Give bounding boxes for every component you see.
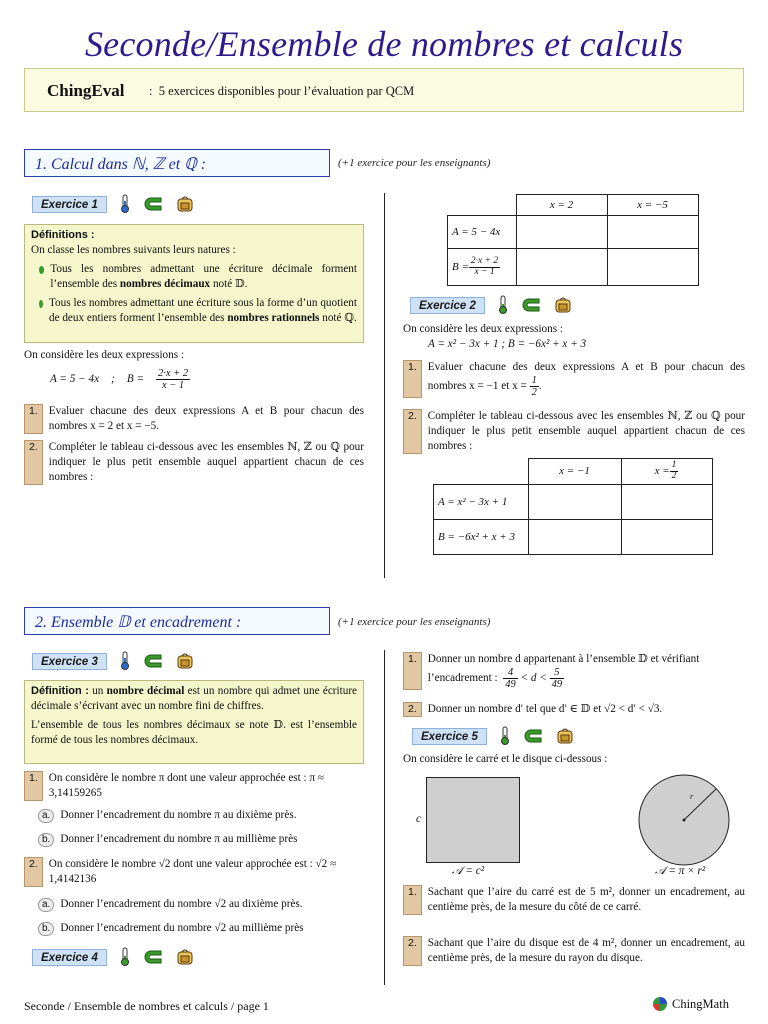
- question-number: 1.: [403, 360, 422, 398]
- ex1-expressions: [50, 368, 190, 391]
- table-cell[interactable]: [516, 216, 607, 249]
- question-text: Sachant que l’aire du carré est de 5 m², donner un encadrement, au centième près, de la mesure du côté de ce carré.: [427, 886, 745, 914]
- magnet-icon: [143, 653, 163, 669]
- question-text: Sachant que l’aire du disque est de 4 m², donner un encadrement, au centième près, de la mesure du rayon du disque.: [427, 937, 745, 965]
- ex1-expr-a: A = 5 − 4x: [50, 372, 100, 385]
- fraction-numerator: 2·x + 2: [158, 368, 189, 379]
- ex5-question-1: [403, 885, 745, 915]
- table-cell[interactable]: [621, 519, 712, 554]
- ex4-question-1: [403, 652, 745, 690]
- fraction-1: [503, 667, 518, 690]
- fraction-denominator: 2: [531, 387, 537, 399]
- question-text: Donner un nombre d′ tel que d′ ∈ 𝔻 et √2 < d′ < √3.: [427, 703, 663, 715]
- bullet-icon: [39, 266, 44, 274]
- subquestion-letter: b.: [38, 922, 54, 936]
- subquestion-letter: b.: [38, 833, 54, 847]
- bullet1-text-a: Tous les nombres admettant une écriture décimale forment l’ensemble des: [50, 262, 357, 291]
- section-1-title: 1. Calcul dans ℕ, ℤ et ℚ :: [24, 149, 330, 177]
- fraction-denominator: 49: [551, 679, 563, 691]
- definition-title: Définition :: [31, 685, 89, 697]
- table-cell[interactable]: [528, 484, 621, 519]
- exercise-5-label[interactable]: Exercice 5: [412, 728, 487, 745]
- row-fraction: [469, 257, 500, 278]
- thermometer-icon: [119, 947, 131, 967]
- table-col-header: x = −1: [528, 459, 621, 485]
- question-number: 2.: [24, 857, 43, 887]
- ex2-question-2: [403, 409, 745, 454]
- table-cell[interactable]: [528, 519, 621, 554]
- fraction-2: [550, 667, 565, 690]
- magnet-icon: [143, 949, 163, 965]
- table-col-header: x = −5: [607, 195, 698, 216]
- question-number: 1.: [24, 771, 43, 801]
- question-number: 2.: [403, 936, 422, 966]
- column-divider-1: [384, 193, 385, 578]
- ex4-question-2: [403, 702, 745, 717]
- exercise-4-label[interactable]: Exercice 4: [32, 949, 107, 966]
- question-number: 1.: [24, 404, 43, 434]
- thermometer-icon: [119, 651, 131, 671]
- bullet2-text-c: noté ℚ.: [319, 312, 357, 325]
- definition-bullet-rational: [31, 296, 357, 326]
- bullet-icon: [39, 300, 43, 308]
- exercise-3-header: [32, 651, 195, 671]
- banner-text: : 5 exercices disponibles pour l’évaluation par QCM: [149, 84, 415, 98]
- table-row-header: A = 5 − 4x: [448, 216, 517, 249]
- question-text: [428, 652, 745, 690]
- disk-radius-label: r: [690, 792, 694, 801]
- section-2-note: (+1 exercice pour les enseignants): [338, 616, 491, 628]
- square-figure: [426, 777, 520, 863]
- footer-text: Seconde / Ensemble de nombres et calculs / page 1: [24, 999, 269, 1013]
- question-number: 2.: [403, 409, 422, 454]
- table-cell[interactable]: [607, 216, 698, 249]
- bullet1-text-c: noté 𝔻.: [210, 278, 248, 291]
- fraction-denominator: x − 1: [474, 266, 495, 277]
- question-number: 2.: [403, 702, 422, 717]
- definition-bullet-decimal: [31, 262, 357, 292]
- ex3-question-1: [24, 771, 364, 801]
- footer-brand-name: ChingMath: [672, 997, 729, 1011]
- magnet-icon: [143, 196, 163, 212]
- exercise-2-label[interactable]: Exercice 2: [410, 297, 485, 314]
- question-number: 1.: [403, 885, 422, 915]
- ex3-question-2: [24, 857, 364, 887]
- subquestion-letter: a.: [38, 809, 54, 823]
- inequality-middle: < d <: [517, 672, 550, 685]
- ex5-consider: On considère le carré et le disque ci-dessous :: [403, 753, 608, 765]
- backpack-icon: [175, 652, 195, 670]
- magnet-icon: [523, 728, 543, 744]
- question-text: On considère le nombre π dont une valeur approchée est : π ≈ 3,14159265: [48, 772, 325, 800]
- subquestion-text: Donner l’encadrement du nombre π au millième près: [60, 833, 298, 845]
- fraction-denominator: 2: [671, 470, 677, 481]
- definition-box-decimal: [24, 680, 364, 764]
- ex3-question-2b: [38, 921, 364, 936]
- ex2-expressions: A = x² − 3x + 1 ; B = −6x² + x + 3: [428, 338, 587, 350]
- ex1-question-1: [24, 404, 364, 434]
- table-col-header: x = 2: [516, 195, 607, 216]
- fraction-denominator: x − 1: [161, 380, 185, 392]
- backpack-icon: [175, 195, 195, 213]
- fraction-numerator: 1: [671, 460, 677, 470]
- backpack-icon: [555, 727, 575, 745]
- page-title: Seconde/Ensemble de nombres et calculs: [84, 24, 684, 64]
- col-lhs: x =: [654, 465, 670, 477]
- banner-brand[interactable]: ChingEval: [47, 81, 125, 100]
- exercise-4-header: [32, 947, 195, 967]
- exercise-5-header: [412, 726, 575, 746]
- ex3-question-1a: [38, 808, 364, 823]
- bullet1-text-b: nombres décimaux: [119, 278, 211, 291]
- fraction-numerator: 1: [531, 375, 537, 387]
- bullet2-text-a: Tous les nombres admettant une écriture sous la forme d’un quotient de deux entiers forment l’ensemble des: [48, 297, 357, 325]
- square-side-label: c: [416, 813, 421, 825]
- definition-text-a: un: [88, 685, 107, 697]
- fraction-numerator: 4: [503, 667, 518, 679]
- thermometer-icon: [497, 295, 509, 315]
- table-cell[interactable]: [607, 249, 698, 286]
- ex1-expr-b-lhs: B =: [126, 372, 144, 385]
- definition-set: L’ensemble de tous les nombres décimaux se note 𝔻. est l’ensemble formé de tous les nombres décimaux.: [31, 719, 357, 747]
- exercise-3-label[interactable]: Exercice 3: [32, 653, 107, 670]
- table-row-header: [448, 249, 517, 286]
- question-number: 2.: [24, 440, 43, 485]
- backpack-icon: [553, 296, 573, 314]
- table-corner: [434, 459, 529, 485]
- fraction-numerator: 2·x + 2: [470, 255, 499, 266]
- definitions-title: Définitions :: [31, 229, 95, 241]
- table-cell[interactable]: [621, 484, 712, 519]
- ex5-question-2: [403, 936, 745, 966]
- ex1-expr-b-fraction: [156, 368, 190, 391]
- disk-area-caption: 𝒜 = π × r²: [655, 865, 706, 877]
- disk-figure: [636, 772, 732, 868]
- col-fraction: [670, 461, 679, 482]
- fraction-denominator: 49: [505, 679, 516, 691]
- ex1-consider: On considère les deux expressions :: [24, 349, 185, 361]
- subquestion-letter: a.: [38, 898, 54, 912]
- section-1-note: (+1 exercice pour les enseignants): [338, 157, 491, 169]
- section-2-title: 2. Ensemble 𝔻 et encadrement :: [24, 607, 330, 635]
- subquestion-text: Donner l’encadrement du nombre √2 au dixième près.: [60, 898, 303, 910]
- table-ex2: [433, 458, 713, 555]
- question-number: 1.: [403, 652, 422, 690]
- chingeval-banner: [24, 68, 744, 112]
- ex3-question-2a: [38, 897, 364, 912]
- table-cell[interactable]: [516, 249, 607, 286]
- definitions-box: [24, 224, 364, 343]
- definitions-intro: On classe les nombres suivants leurs natures :: [31, 243, 236, 256]
- thermometer-icon: [499, 726, 511, 746]
- column-divider-2: [384, 650, 385, 985]
- thermometer-icon: [119, 194, 131, 214]
- question-text-a: Donner un nombre d appartenant à l’ensemble 𝔻 et vérifiant l’encadrement :: [427, 653, 700, 685]
- table-row-header: B = −6x² + x + 3: [434, 519, 529, 554]
- chingmath-logo-icon: [652, 996, 668, 1012]
- exercise-2-header: [410, 295, 573, 315]
- table-row-header: A = x² − 3x + 1: [434, 484, 529, 519]
- ex2-question-1: [403, 360, 745, 398]
- definition-main: [31, 684, 357, 714]
- subquestion-text: Donner l’encadrement du nombre π au dixième près.: [60, 809, 297, 821]
- row-lhs: B =: [452, 260, 469, 273]
- question-fraction: [530, 375, 539, 398]
- exercise-1-header: [32, 194, 195, 214]
- table-col-header: [621, 459, 712, 485]
- question-text: Compléter le tableau ci-dessous avec les ensembles ℕ, ℤ ou ℚ pour indiquer le plus petit ensemble auquel appartient chacun de ces nombres :: [427, 410, 745, 453]
- banner-description: 5 exercices disponibles pour l’évaluation par QCM: [158, 84, 415, 98]
- question-text: Evaluer chacune des deux expressions A et B pour chacun des nombres x = −1 et x = $\frac{1}{2}$ .: [427, 361, 745, 399]
- exercise-1-label[interactable]: Exercice 1: [32, 196, 107, 213]
- fraction-numerator: 5: [550, 667, 565, 679]
- question-text: Compléter le tableau ci-dessous avec les ensembles ℕ, ℤ ou ℚ pour indiquer le plus petit ensemble auquel appartient chacun de ces nombres :: [48, 441, 364, 484]
- footer-brand[interactable]: [652, 996, 729, 1013]
- definition-text-c: est un nombre qui admet une écriture décimale s’écrivant avec un nombre fini de chiffres.: [31, 685, 358, 713]
- backpack-icon: [175, 948, 195, 966]
- question-text: On considère le nombre √2 dont une valeur approchée est : √2 ≈ 1,4142136: [48, 858, 337, 886]
- table-corner: [448, 195, 517, 216]
- question-text: Evaluer chacune des deux expressions A et B pour chacun des nombres x = 2 et x = −5.: [48, 405, 364, 433]
- square-area-caption: 𝒜 = c²: [452, 865, 485, 877]
- ex2-consider: On considère les deux expressions :: [403, 323, 564, 335]
- table-ex1: [447, 194, 699, 286]
- question-text-a: Evaluer chacune des deux expressions A et B pour chacun des nombres x = −1 et x =: [427, 361, 745, 393]
- ex1-expr-sep: ;: [111, 372, 115, 385]
- ex3-question-1b: [38, 832, 364, 847]
- subquestion-text: Donner l’encadrement du nombre √2 au millième près: [60, 922, 304, 934]
- magnet-icon: [521, 297, 541, 313]
- bullet2-text-b: nombres rationnels: [227, 312, 320, 325]
- ex1-question-2: [24, 440, 364, 485]
- definition-text-b: nombre décimal: [106, 685, 185, 697]
